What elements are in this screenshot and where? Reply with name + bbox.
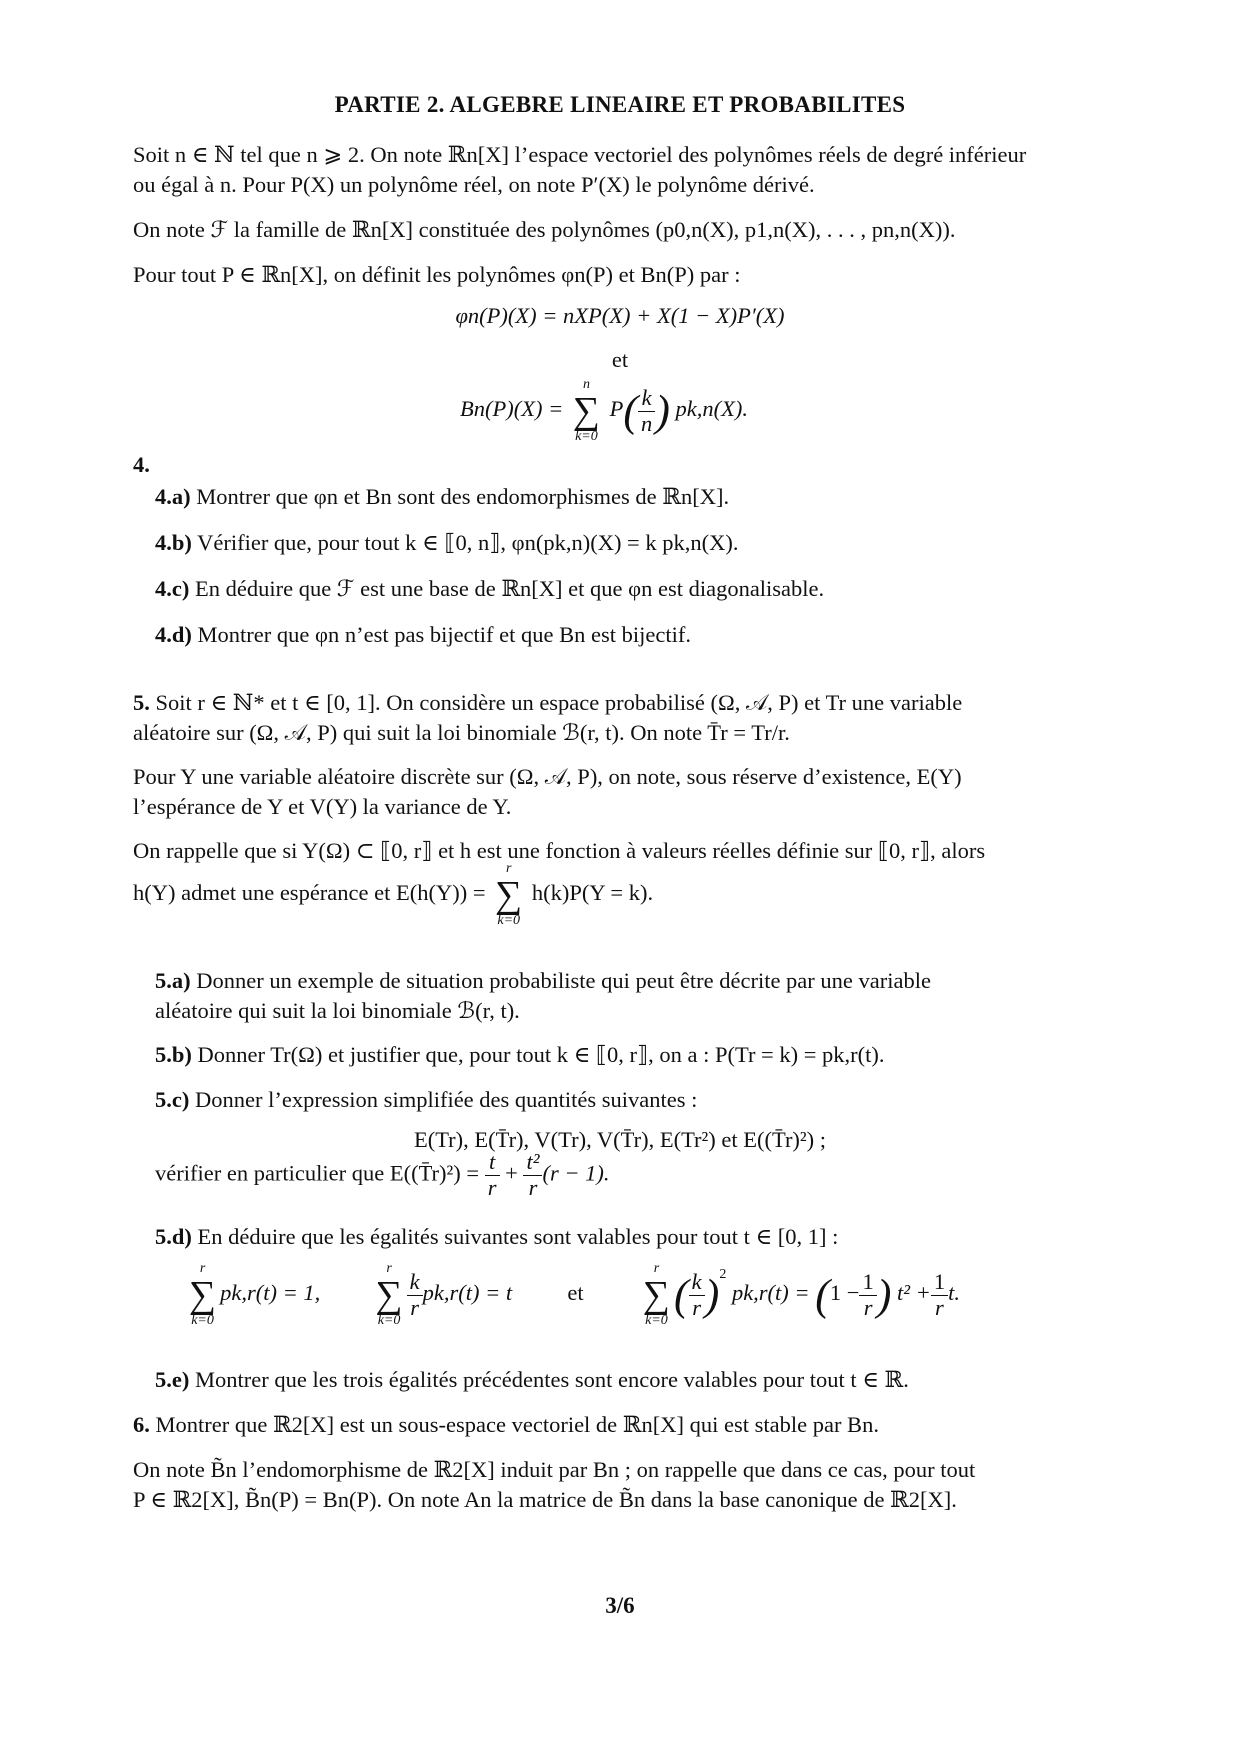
section-title: PARTIE 2. ALGEBRE LINEAIRE ET PROBABILITES [334,92,906,117]
sum-symbol: r ∑ k=0 [375,1261,403,1328]
question-4a: 4.a) Montrer que φn et Bn sont des endomorphismes de ℝn[X]. [155,484,730,509]
bn-rhs: pk,n(X). [675,396,749,422]
bn-lhs: Bn(P)(X) = [460,396,564,422]
sigma-icon: ∑ [189,1274,217,1316]
sum-symbol: r ∑ k=0 [642,1261,670,1328]
question-5a: 5.a) Donner un exemple de situation probabiliste qui peut être décrite par une variable aléatoire qui suit la loi binomiale ℬ(r, t). [155,968,931,1023]
sigma-icon: ∑ [572,390,600,432]
question-5e: 5.e) Montrer que les trois égalités précédentes sont encore valables pour tout t ∈ ℝ. [155,1367,909,1392]
question-4b: 4.b) Vérifier que, pour tout k ∈ ⟦0, n⟧, φn(pk,n)(X) = k pk,n(X). [155,530,739,555]
sum-symbol: r ∑ k=0 [189,1261,217,1328]
intro-line: Soit n ∈ ℕ tel que n ⩾ 2. On note ℝn[X] l’espace vectoriel des polynômes réels de degré inférieur [133,142,1027,167]
sigma-icon: ∑ [495,874,523,916]
equation-connector: et [611,347,629,372]
question-6-notation: On note B̃n l’endomorphisme de ℝ2[X] induit par Bn ; on rappelle que dans ce cas, pour tout P ∈ ℝ2[X], B̃n(P) = Bn(P). On note An la matrice de B̃n dans la base canonique de ℝ2[X]. [133,1457,976,1512]
intro-paragraph-1 [133,140,1143,200]
question-4d: 4.d) Montrer que φn n’est pas bijectif et que Bn est bijectif. [155,622,691,647]
question-4c: 4.c) En déduire que ℱ est une base de ℝn[X] et que φn est diagonalisable. [155,576,825,601]
question-5-intro: 5. Soit r ∈ ℕ* et t ∈ [0, 1]. On considère un espace probabilisé (Ω, 𝒜, P) et Tr une variable aléatoire sur (Ω, 𝒜, P) qui suit la loi binomiale ℬ(r, t). On note T̄r = Tr/r. [133,690,963,745]
question-5d-equalities: r ∑ k=0 pk,r(t) = 1, r ∑ k=0 $\frac{k}{r}$ pk,r(t) = t et r ∑ k=0 ( $\frac{k}{r}$ )$^2$ pk,r(t) = (1 − $\frac{1}{r}$ ) t² + $\frac{1}{r}$ t. [189,1261,960,1328]
sum-symbol: n ∑ k=0 [572,377,600,444]
question-5d: 5.d) En déduire que les égalités suivantes sont valables pour tout t ∈ [0, 1] : [155,1224,839,1249]
equation-phi: φn(P)(X) = nXP(X) + X(1 − X)P′(X) [455,303,785,328]
sigma-icon: ∑ [642,1274,670,1316]
question-6: 6. Montrer que ℝ2[X] est un sous-espace vectoriel de ℝn[X] qui est stable par Bn. [133,1412,879,1437]
question-4-number: 4. [133,452,150,477]
sigma-icon: ∑ [375,1274,403,1316]
question-5-notation: Pour Y une variable aléatoire discrète sur (Ω, 𝒜, P), on note, sous réserve d’existence, E(Y) l’espérance de Y et V(Y) la variance de Y. [133,764,962,819]
intro-paragraph-3: Pour tout P ∈ ℝn[X], on définit les polynômes φn(P) et Bn(P) par : [133,262,741,287]
question-5b: 5.b) Donner Tr(Ω) et justifier que, pour tout k ∈ ⟦0, r⟧, on a : P(Tr = k) = pk,r(t). [155,1042,885,1067]
question-5c-verify: vérifier en particulier que E((T̄r)²) = $\frac{t}{r}$ + $\frac{\text{t²}}{r}$ (r − 1). [155,1149,610,1200]
intro-line: ou égal à n. Pour P(X) un polynôme réel, on note P′(X) le polynôme dérivé. [133,172,815,197]
question-5c: 5.c) Donner l’expression simplifiée des quantités suivantes : [155,1087,698,1112]
equation-bernstein: Bn(P)(X) = n ∑ k=0 P( $\frac{k}{n}$ ) pk,n(X). [460,377,749,444]
intro-paragraph-2: On note ℱ la famille de ℝn[X] constituée des polynômes (p0,n(X), p1,n(X), . . . , pn,n(X)). [133,217,956,242]
fraction: $\frac{k}{n}$ [638,386,655,437]
sum-symbol: r ∑ k=0 [495,861,523,928]
question-5-reminder: On rappelle que si Y(Ω) ⊂ ⟦0, r⟧ et h est une fonction à valeurs réelles définie sur ⟦0, r⟧, alors [133,838,986,863]
question-5c-quantities: E(Tr), E(T̄r), V(Tr), V(T̄r), E(Tr²) et E((T̄r)²) ; [413,1127,827,1152]
page-number: 3/6 [605,1593,635,1618]
expectation-formula: h(Y) admet une espérance et E(h(Y)) = r ∑ k=0 h(k)P(Y = k). [133,861,654,928]
